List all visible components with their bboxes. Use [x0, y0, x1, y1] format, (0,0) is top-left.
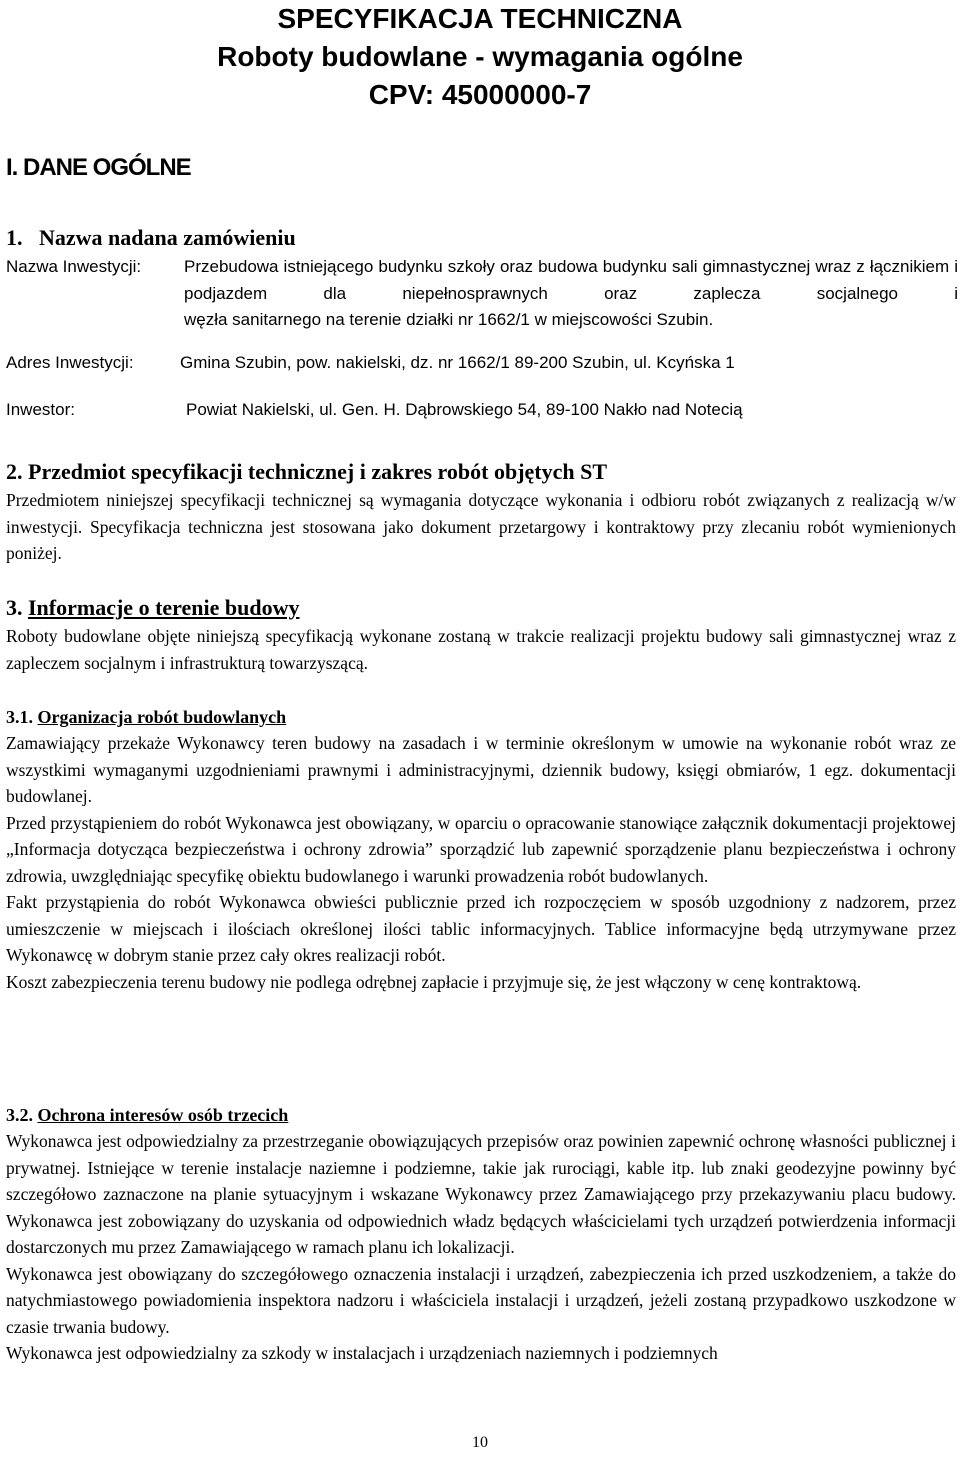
investment-name-value [184, 254, 958, 334]
section-3-2-paragraph-3: Wykonawca jest odpowiedzialny za szkody w instalacjach i urządzeniach naziemnych i podziemnych [6, 1343, 718, 1363]
section-3-heading [6, 594, 300, 622]
investment-address-value: Gmina Szubin, pow. nakielski, dz. nr 1662/1 89-200 Szubin, ul. Kcyńska 1 [180, 353, 735, 372]
investment-name-text-a: Przebudowa istniejącego budynku szkoły oraz budowa budynku sali gimnastycznej wraz z łącznikiem i podjazdem dla niepełnosprawnych oraz zaplecza socjalnego i [184, 257, 958, 303]
section-3-paragraph: Roboty budowlane objęte niniejszą specyfikacją wykonane zostaną w trakcie realizacji projektu budowy sali gimnastycznej wraz z zapleczem socjalnym i infrastrukturą towarzyszącą. [6, 626, 956, 673]
section-3-2-title: Ochrona interesów osób trzecich [37, 1105, 289, 1125]
part-heading: I. DANE OGÓLNE [6, 154, 191, 181]
section-3-1-paragraph-3: Fakt przystąpienia do robót Wykonawca obwieści publicznie przed ich rozpoczęciem w sposób uzgodniony z nadzorem, przez umieszczenie w miejscach i ilościach określonej ilości tablic informacyjnych. Tablice informacyjne będą utrzymywane przez Wykonawcę w dobrym stanie przez cały okres realizacji robót. [6, 892, 956, 965]
section-2-paragraph: Przedmiotem niniejszej specyfikacji technicznej są wymagania dotyczące wykonania i odbioru robót związanych z realizacją w/w inwestycji. Specyfikacja techniczna jest stosowana jako dokument przetargowy i kontraktowy przy zlecaniu robót wymienionych poniżej. [6, 490, 956, 563]
section-3-title: Informacje o terenie budowy [28, 595, 300, 620]
section-3-2-paragraph-2: Wykonawca jest obowiązany do szczegółowego oznaczenia instalacji i urządzeń, zabezpieczenia ich przed uszkodzeniem, a także do natychmiastowego powiadomienia inspektora nadzoru i właściciela instalacji i urządzeń, jeżeli zostaną przypadkowo uszkodzone w czasie trwania budowy. [6, 1263, 956, 1337]
section-3-body [6, 623, 956, 676]
section-3-1-paragraph-1: Zamawiający przekaże Wykonawcy teren budowy na zasadach i w terminie określonym w umowie na wykonanie robót wraz ze wszystkimi wymaganymi uzgodnieniami prawnymi i administracyjnymi, dziennik budowy, księgi obmiarów, 1 egz. dokumentacji budowlanej. [6, 733, 956, 806]
investment-name-label: Nazwa Inwestycji: [6, 257, 142, 276]
section-3-2-heading [6, 1102, 288, 1128]
section-3-1-number: 3.1. [6, 707, 33, 727]
section-2-heading: 2. Przedmiot specyfikacji technicznej i zakres robót objętych ST [6, 459, 608, 484]
investor-value: Powiat Nakielski, ul. Gen. H. Dąbrowskiego 54, 89-100 Nakło nad Notecią [186, 400, 743, 419]
section-3-number: 3. [6, 595, 23, 620]
section-3-1-body [6, 730, 956, 995]
title-line-1: SPECYFIKACJA TECHNICZNA [277, 3, 683, 34]
section-3-2-paragraph-1: Wykonawca jest odpowiedzialny za przestrzeganie obowiązujących przepisów oraz powinien zapewnić ochronę własności publicznej i prywatnej. Istniejące w terenie instalacje naziemne i podziemne, takie jak rurociągi, kable itp. lub znaki geodezyjne powinny być szczegółowo zaznaczone na planie sytuacyjnym i wskazane Wykonawcy przez Zamawiającego przy przekazywaniu placu budowy. Wykonawca jest zobowiązany do uzyskania od odpowiednich władz będących właścicielami tych urządzeń potwierdzenia informacji dostarczonych mu przez Zamawiającego w ramach planu ich lokalizacji. [6, 1131, 956, 1257]
section-1-heading [6, 224, 296, 252]
section-3-1-paragraph-2: Przed przystąpieniem do robót Wykonawca jest obowiązany, w oparciu o opracowanie stanowiące załącznik dokumentacji projektowej „Informacja dotycząca bezpieczeństwa i ochrony zdrowia” sporządzić lub zapewnić sporządzenie planu bezpieczeństwa i ochrony zdrowia, uwzględniając specyfikę obiektu budowlanego i warunki prowadzenia robót budowlanych. [6, 812, 956, 886]
section-1-number: 1. [6, 225, 23, 250]
section-3-2-number: 3.2. [6, 1105, 33, 1125]
title-line-3: CPV: 45000000-7 [368, 79, 592, 110]
document-title [190, 0, 770, 114]
investment-name-row [6, 254, 956, 334]
investment-name-text-b: węzła sanitarnego na terenie działki nr 1662/1 w miejscowości Szubin. [184, 310, 714, 329]
page-number: 10 [472, 1434, 488, 1451]
investor-label: Inwestor: [6, 400, 75, 419]
section-3-2-body [6, 1128, 956, 1367]
section-3-1-heading [6, 704, 286, 730]
section-1-title: Nazwa nadana zamówieniu [39, 225, 296, 250]
section-3-1-paragraph-4: Koszt zabezpieczenia terenu budowy nie podlega odrębnej zapłacie i przyjmuje się, że jest włączony w cenę kontraktową. [6, 971, 862, 992]
section-2-body [6, 487, 956, 567]
title-line-2: Roboty budowlane - wymagania ogólne [217, 41, 743, 72]
section-3-1-title: Organizacja robót budowlanych [37, 707, 287, 727]
investment-address-label: Adres Inwestycji: [6, 353, 134, 372]
